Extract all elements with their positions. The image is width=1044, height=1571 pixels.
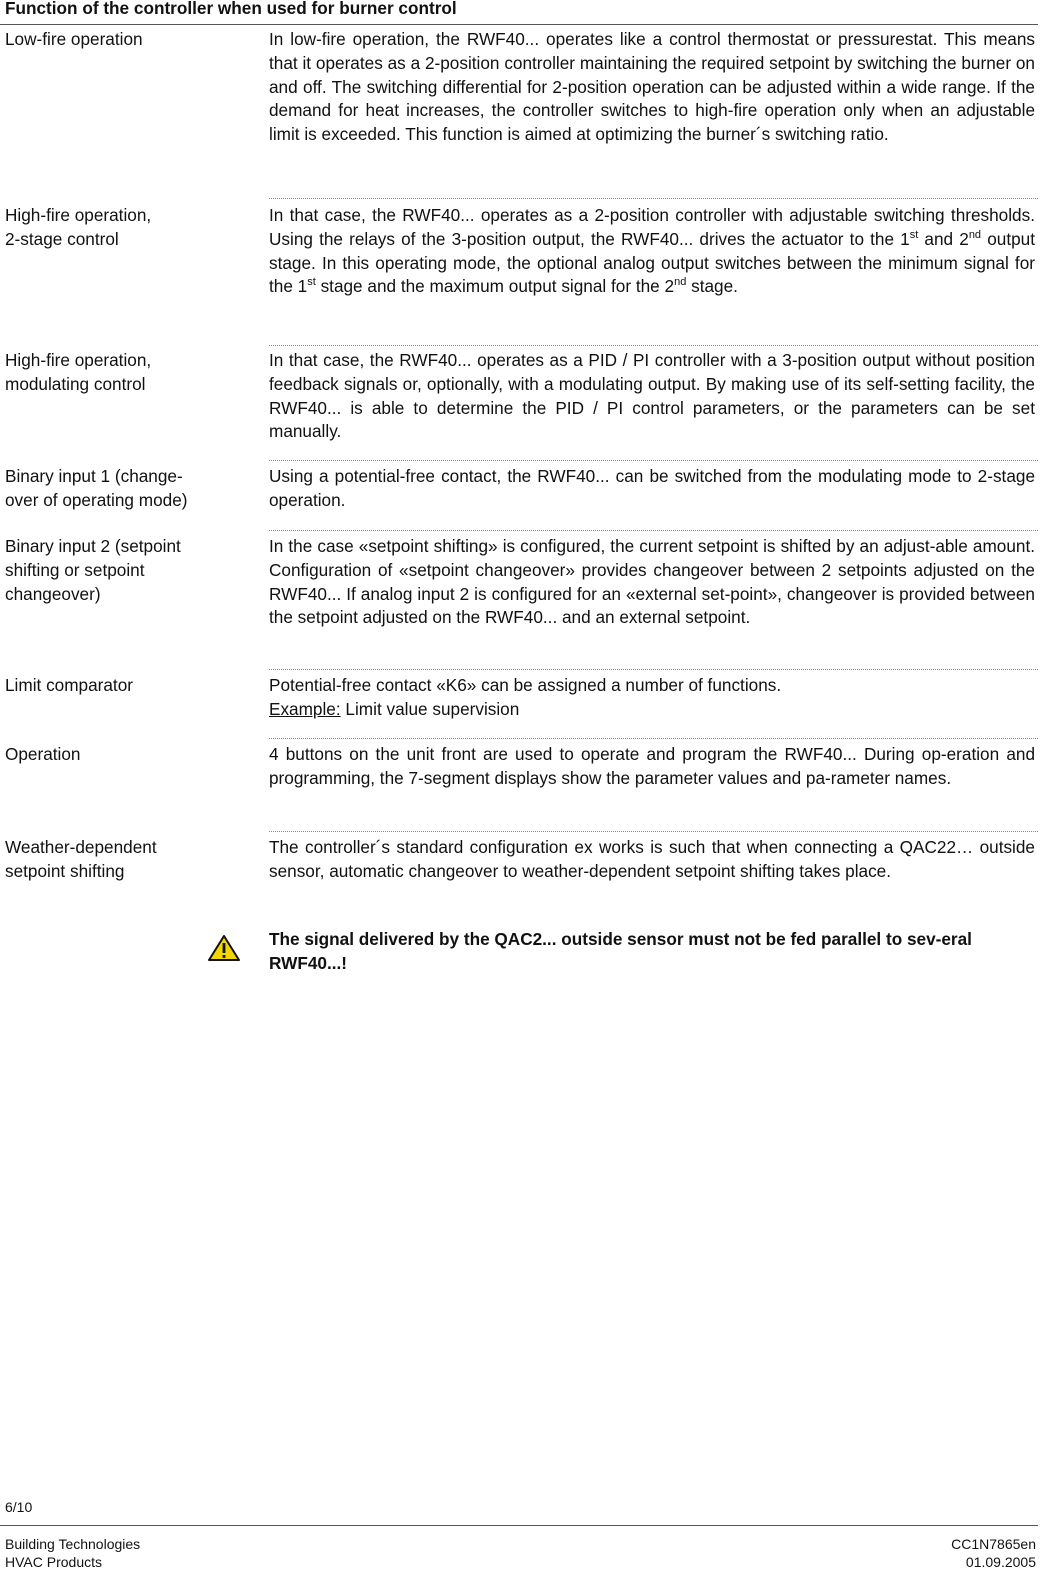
label-line-1: Binary input 2 (setpoint xyxy=(5,536,181,556)
section-divider xyxy=(269,738,1038,739)
section-divider xyxy=(269,831,1038,832)
page-title: Function of the controller when used for burner control xyxy=(5,0,457,18)
page-number: 6/10 xyxy=(5,1499,33,1515)
label-line-1: Binary input 1 (change- xyxy=(5,466,183,486)
section-text: In that case, the RWF40... operates as a PID / PI controller with a 3-position output without position feedback signals or, optionally, with a modulating output. By making use of its self-setting facility, the RWF40... is able to determine the PID / PI control parameters, or the parameters can be set manually. xyxy=(269,350,1035,442)
section-label: Low-fire operation xyxy=(5,29,143,49)
footer-company xyxy=(5,1535,140,1571)
section-label xyxy=(5,836,255,884)
section-text: In the case «setpoint shifting» is configured, the current setpoint is shifted by an adjust-able amount. Configuration of «setpoint changeover» provides changeover between 2 setpoints adjusted on the RWF40... If analog input 2 is configured for an «external set-point», changeover is provided between the setpoint adjusted on the RWF40... and an external setpoint. xyxy=(269,536,1035,628)
label-line-1: High-fire operation, xyxy=(5,205,152,225)
example-text: Limit value supervision xyxy=(340,698,520,719)
section-divider xyxy=(269,669,1038,670)
example-label: Example: xyxy=(269,698,341,719)
footer-company-line-1: Building Technologies xyxy=(5,1536,141,1552)
section-label: Limit comparator xyxy=(5,675,133,695)
footer-divider xyxy=(0,1525,1038,1526)
section-text: Potential-free contact «K6» can be assigned a number of functions. xyxy=(269,675,782,695)
label-line-2: over of operating mode) xyxy=(5,489,188,510)
section-label xyxy=(5,465,255,513)
document-date: 01.09.2005 xyxy=(965,1554,1036,1570)
section-text: The controller´s standard configuration ex works is such that when connecting a QAC22… outside sensor, automatic changeover to weather-dependent setpoint shifting takes place. xyxy=(269,837,1035,881)
label-line-3: changeover) xyxy=(5,583,101,604)
section-label xyxy=(5,204,255,252)
footer-document-info xyxy=(951,1535,1036,1571)
label-line-1: Weather-dependent xyxy=(5,837,157,857)
section-divider xyxy=(269,530,1038,531)
label-line-2: 2-stage control xyxy=(5,228,119,249)
section-text: In that case, the RWF40... operates as a 2-position controller with adjustable switching thresholds. Using the relays of the 3-position output, the RWF40... drives the actuator to the 1st and 2nd output stage. In this operating mode, the optional analog output switches between the minimum signal for the 1st stage and the maximum output signal for the 2nd stage. xyxy=(269,205,1035,297)
label-line-2: shifting or setpoint xyxy=(5,559,145,580)
warning-triangle-icon xyxy=(207,934,241,962)
label-line-2: modulating control xyxy=(5,373,146,394)
section-text: 4 buttons on the unit front are used to operate and program the RWF40... During op-eration and programming, the 7-segment displays show the parameter values and pa-rameter names. xyxy=(269,744,1035,788)
section-divider xyxy=(269,460,1038,461)
section-text: Using a potential-free contact, the RWF40... can be switched from the modulating mode to 2-stage operation. xyxy=(269,466,1035,510)
footer-company-line-2: HVAC Products xyxy=(5,1554,102,1570)
section-divider xyxy=(269,345,1038,346)
label-line-1: High-fire operation, xyxy=(5,350,152,370)
warning-text: The signal delivered by the QAC2... outside sensor must not be fed parallel to sev-eral RWF40...! xyxy=(269,929,972,973)
section-label xyxy=(5,349,255,397)
label-line-2: setpoint shifting xyxy=(5,860,125,881)
section-example xyxy=(269,698,1035,722)
section-text: In low-fire operation, the RWF40... operates like a control thermostat or pressurestat. This means that it operates as a 2-position controller maintaining the required setpoint by switching the burner on and off. The switching differential for 2-position operation can be adjusted within a wide range. If the demand for heat increases, the controller switches to high-fire operation only when an adjustable limit is exceeded. This function is aimed at optimizing the burner´s switching ratio. xyxy=(269,29,1035,145)
section-label: Operation xyxy=(5,744,81,764)
section-label xyxy=(5,535,255,606)
section-divider xyxy=(269,198,1038,199)
title-divider xyxy=(0,24,1038,25)
document-number: CC1N7865en xyxy=(951,1536,1036,1552)
